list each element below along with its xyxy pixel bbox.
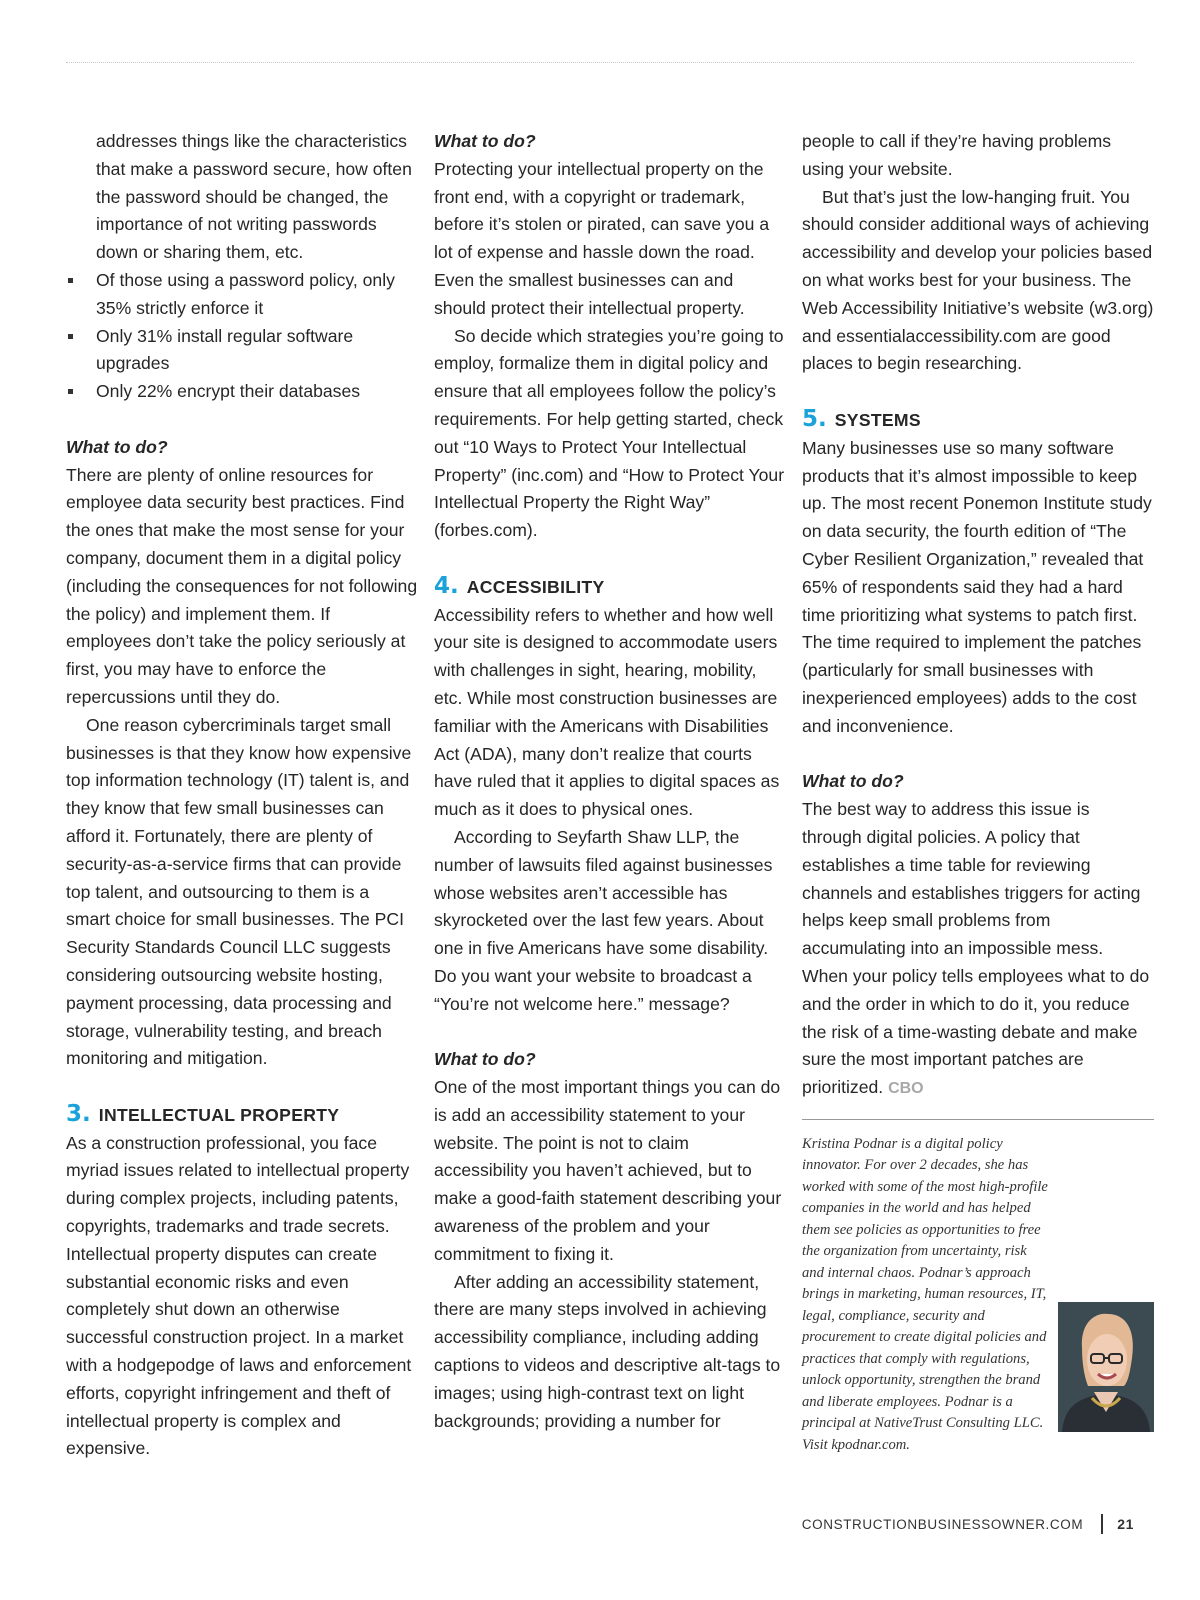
author-bio (802, 1134, 1154, 1457)
body-paragraph: Accessibility refers to whether and how well your site is designed to accommodate users with challenges in sight, hearing, mobility, etc. While most construction businesses are familiar with the Americans with Disabilities Act (ADA), many don’t realize that courts have ruled that it applies to digital spaces as much as it does to physical ones. (434, 604, 780, 820)
bullet-item: Only 22% encrypt their databases (66, 378, 418, 406)
body-paragraph: But that’s just the low-hanging fruit. You should consider additional ways of achieving accessibility and develop your policies based on what works best for your business. The Web Accessibility Initiative’s website (w3.org) and essentialaccessibility.com are good places to begin researching. (802, 186, 1154, 374)
section-number: 5. (802, 405, 827, 432)
section-number: 3. (66, 1100, 91, 1127)
body-paragraph: As a construction professional, you face myriad issues related to intellectual property during complex projects, including patents, copyrights, trademarks and trade secrets. Intellectual property disputes can create substantial economic risks and even completely shut down an otherwise successful construction project. In a market with a hodgepodge of laws and enforcement efforts, copyright infringement and theft of intellectual property is complex and expensive. (66, 1132, 412, 1459)
section-title: ACCESSIBILITY (466, 576, 605, 597)
what-to-do-heading: What to do? (66, 436, 168, 457)
page-footer (802, 1514, 1134, 1534)
body-paragraph (802, 796, 1154, 1103)
section-heading-intellectual-property (66, 1101, 418, 1130)
body-paragraph: According to Seyfarth Shaw LLP, the number of lawsuits filed against businesses whose websites aren’t accessible has skyrocketed over the last few years. About one in five Americans have some disability. Do you want your website to broadcast a “You’re not welcome here.” message? (434, 826, 773, 1014)
section-title: INTELLECTUAL PROPERTY (98, 1104, 340, 1125)
continued-bullet-text: addresses things like the characteristics that make a password secure, how often the password should be changed, the importance of not writing passwords down or sharing them, etc. (96, 131, 412, 263)
page-number: 21 (1117, 1516, 1134, 1532)
final-paragraph-text: The best way to address this issue is through digital policies. A policy that establishes a time table for reviewing channels and establishes triggers for acting helps keep small problems from accumulating into an impossible mess. When your policy tells employees what to do and the order in which to do it, you reduce the risk of a time-wasting debate and make sure the most important patches are prioritized. (802, 799, 1150, 1098)
body-paragraph: people to call if they’re having problems using your website. (802, 131, 1112, 179)
section-heading-systems (802, 406, 1154, 435)
statistics-bullet-list (66, 267, 418, 406)
footer-website: CONSTRUCTIONBUSINESSOWNER.COM (801, 1516, 1084, 1532)
body-paragraph: One of the most important things you can do is add an accessibility statement to your website. The point is not to claim accessibility you haven’t achieved, but to make a good-faith statement describing your awareness of the problem and your commitment to fixing it. (434, 1077, 782, 1264)
body-paragraph: After adding an accessibility statement, there are many steps involved in achieving accessibility compliance, including adding captions to videos and descriptive alt-tags to images; using high-contrast text on light backgrounds; providing a number for (434, 1271, 781, 1431)
body-paragraph: One reason cybercriminals target small businesses is that they know how expensive top information technology (IT) talent is, and they know that few small businesses can afford it. Fortunately, there are plenty of security-as-a-service firms that can provide top talent, and outsourcing to them is a smart choice for small businesses. The PCI Security Standards Council LLC suggests considering outsourcing website hosting, payment processing, data processing and storage, vulnerability testing, and breach monitoring and mitigation. (66, 714, 412, 1069)
column-2 (434, 128, 786, 1435)
what-to-do-heading: What to do? (802, 771, 904, 792)
footer-divider (1101, 1514, 1103, 1534)
bullet-item: Only 31% install regular software upgrades (66, 323, 418, 379)
column-1 (66, 128, 418, 1463)
bio-divider (802, 1119, 1154, 1120)
bio-text: Kristina Podnar is a digital policy innovator. For over 2 decades, she has worked with some of the most high-profile companies in the world and has helped them see policies as opportunities to free the organization from uncertainty, risk and internal chaos. Podnar’s approach brings in marketing, human resources, IT, legal, compliance, security and procurement to create digital policies and practices that comply with regulations, unlock opportunity, strengthen the brand and liberate employees. Podnar is a principal at NativeTrust Consulting LLC. Visit kpodnar.com. (802, 1135, 1048, 1453)
what-to-do-heading: What to do? (434, 1049, 536, 1070)
author-portrait-illustration (1058, 1302, 1154, 1432)
body-paragraph: Protecting your intellectual property on the front end, with a copyright or trademark, before it’s stolen or pirated, can save you a lot of expense and hassle down the road. Even the smallest businesses can and should protect their intellectual property. (434, 158, 770, 318)
column-3 (802, 128, 1154, 1456)
body-paragraph: So decide which strategies you’re going to employ, formalize them in digital policy and ensure that all employees follow the policy’s requirements. For help getting started, check out “10 Ways to Protect Your Intellectual Property” (inc.com) and “How to Protect Your Intellectual Property the Right Way” (forbes.com). (434, 325, 785, 541)
body-paragraph: Many businesses use so many software products that it’s almost impossible to keep up. The most recent Ponemon Institute study on data security, the fourth edition of “The Cyber Resilient Organization,” revealed that 65% of respondents said they had a hard time prioritizing what systems to patch first. The time required to implement the patches (particularly for small businesses with inexperienced employees) adds to the cost and inconvenience. (802, 437, 1152, 736)
author-photo (1058, 1302, 1154, 1432)
top-dotted-rule (66, 62, 1134, 63)
cbo-end-mark: CBO (888, 1080, 924, 1098)
body-paragraph: There are plenty of online resources for employee data security best practices. Find the ones that make the most sense for your company, document them in a digital policy (including the consequences for not following the policy) and implement them. If employees don’t take the policy seriously at first, you may have to enforce the repercussions until they do. (66, 464, 418, 707)
section-heading-accessibility (434, 573, 786, 602)
section-title: SYSTEMS (834, 409, 921, 430)
what-to-do-heading: What to do? (434, 131, 536, 151)
section-number: 4. (434, 572, 459, 599)
bullet-item: Of those using a password policy, only 35% strictly enforce it (66, 267, 418, 323)
